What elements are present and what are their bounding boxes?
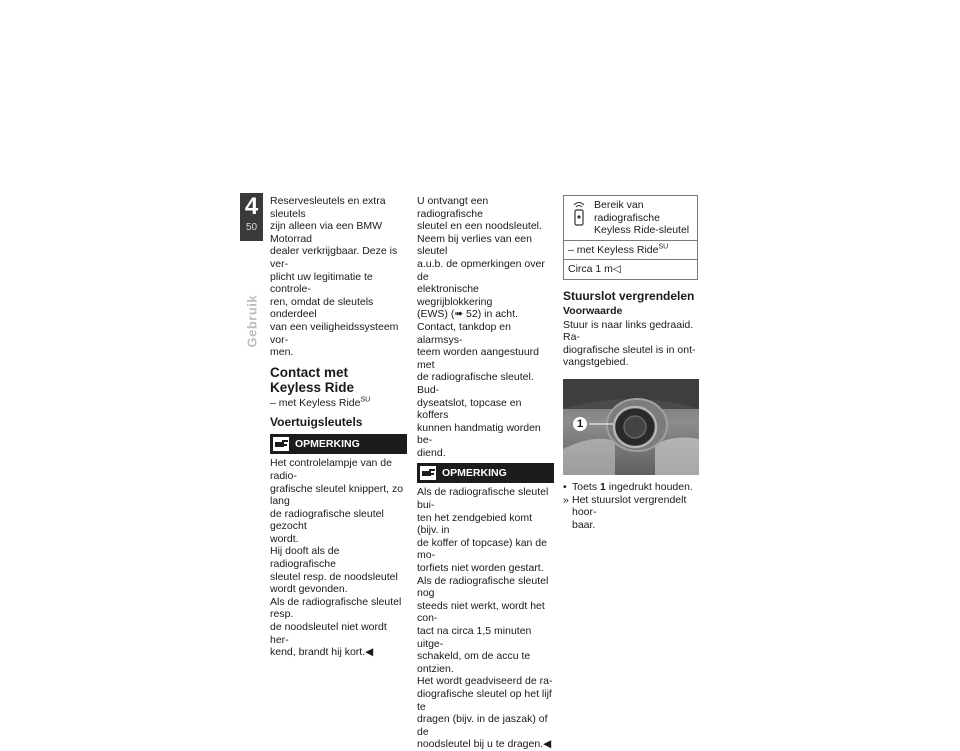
- callout-marker-1: 1: [573, 417, 587, 431]
- step-press-button: • Toets 1 ingedrukt houden.: [563, 480, 693, 493]
- spec-title-row: [564, 196, 697, 240]
- condition-keyless: – met Keyless Ride$^{SU}$: [270, 396, 371, 409]
- chapter-side-label: Gebruik: [244, 294, 260, 348]
- spec-condition-row: – met Keyless Ride$^{SU}$: [564, 240, 697, 260]
- section-heading-keyless: Contact met Keyless Ride: [270, 364, 355, 395]
- section-heading-stuurslot: Stuurslot vergrendelen: [563, 288, 695, 303]
- section-heading-voertuigsleutels: Voertuigsleutels: [270, 415, 363, 430]
- intro-paragraph: Reservesleutels en extra sleutels zijn alleen via een BMW Motorrad dealer verkrijgbaar. Deze is ver- plicht uw legitimatie te controle- ren, omdat de sleutels onderdeel van een veiligheidssysteem vor- men.: [270, 195, 399, 359]
- spec-title: Bereik van radiografische Keyless Ride-sleutel: [594, 199, 690, 237]
- column-left: [270, 195, 407, 659]
- note-label: OPMERKING: [442, 467, 507, 480]
- note-hand-icon: [420, 466, 436, 480]
- radio-key-icon: [572, 201, 586, 227]
- page-number: 50: [245, 222, 258, 233]
- column-right: [563, 195, 700, 531]
- key-info-paragraph: U ontvangt een radiografische sleutel en een noodsleutel. Neem bij verlies van een sleutel a.u.b. de opmerkingen over de elektronische wegrijblokkering (EWS) (➠ 52) in acht. Contact, tankdop en alarmsys- teem worden aangestuurd met de radiografische sleutel. Bud- dyseatslot, topcase en koffers kunnen handmatig worden be- diend.: [417, 195, 545, 459]
- chapter-tab: [240, 193, 263, 241]
- note-text: Als de radiografische sleutel bui- ten het zendgebied komt (bijv. in de koffer of topcase) kan de mo- torfiets niet worden gestart. Als de radiografische sleutel nog steeds niet werkt, wordt het con- tact na circa 1,5 minuten uitge- schakeld, om de accu te ontzien. Het wordt geadviseerd de ra- diografische sleutel op het lijf te dragen (bijv. in de jaszak) of de noodsleutel bij u te dragen.◀: [417, 486, 553, 751]
- column-middle: [417, 195, 554, 751]
- step-result: » Het stuurslot vergrendelt hoor- baar.: [563, 493, 687, 531]
- note-text: Het controlelampje van de radio- grafische sleutel knippert, zo lang de radiografische sleutel gezocht wordt. Hij dooft als de radiografische sleutel resp. de noodsleutel wordt gevonden. Als de radiografische sleutel resp. de noodsleutel niet wordt her- kend, brandt hij kort.◀: [270, 457, 404, 659]
- note-hand-icon: [273, 437, 289, 451]
- ignition-button-photo: [563, 379, 699, 475]
- note-label: OPMERKING: [295, 438, 360, 451]
- spec-table: [563, 195, 698, 280]
- note-header: [270, 434, 407, 454]
- chapter-number: 4: [244, 193, 259, 220]
- note-header: [417, 463, 554, 483]
- subheading-voorwaarde: Voorwaarde: [563, 304, 623, 317]
- precondition-text: Stuur is naar links gedraaid. Ra- diografische sleutel is in ont- vangstgebied.: [563, 318, 696, 369]
- spec-value-row: Circa 1 m◁: [564, 259, 697, 279]
